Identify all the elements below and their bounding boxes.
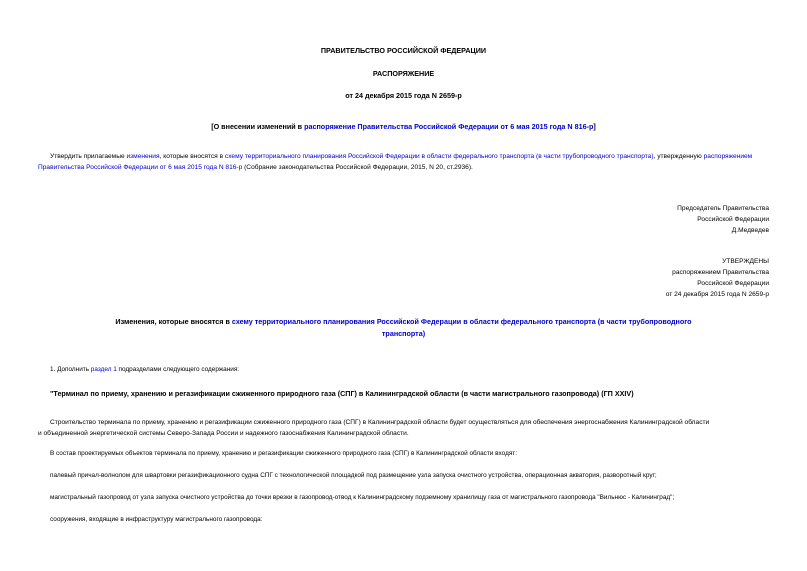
approved-block bbox=[666, 256, 769, 300]
approved-line-4: от 24 декабря 2015 года N 2659-р bbox=[665, 291, 769, 298]
intro-link-order[interactable]: распоряжением Правительства Российской Федерации от 6 мая 2015 года N 816-р bbox=[38, 153, 753, 171]
approved-line-2: распоряжением Правительства bbox=[672, 269, 769, 276]
subject-line bbox=[0, 122, 807, 131]
body-paragraph-1 bbox=[38, 417, 770, 439]
item-1-suffix: подразделами следующего содержания: bbox=[116, 366, 240, 373]
subject-suffix: ] bbox=[593, 122, 596, 131]
intro-text-3: , утвержденную bbox=[653, 153, 704, 160]
changes-title-prefix: Изменения, которые вносятся в bbox=[115, 317, 232, 326]
body-p1-line-1: Строительство терминала по приему, хранению и регазификации сжиженного природного газа (СПГ) в Калининградской области будет осуществляться для обеспечения энергоснабжения Калининградской области bbox=[50, 419, 710, 426]
intro-text-2: , которые вносятся в bbox=[159, 153, 225, 160]
signature-line-1: Председатель Правительства bbox=[677, 205, 769, 212]
subject-link[interactable]: распоряжение Правительства Российской Федерации от 6 мая 2015 года N 816-р bbox=[304, 122, 594, 131]
body-paragraph-3: палевый причал-волнолом для швартовки регазификационного судна СПГ с технологической площадкой под размещение узла запуска очистного устройства, операционная акватория, разворотный круг; bbox=[50, 472, 657, 479]
body-paragraph-2: В состав проектируемых объектов терминала по приему, хранению и регазификации сжиженного природного газа (СПГ) в Калининградской области входят: bbox=[50, 450, 517, 457]
intro-link-scheme[interactable]: схему территориального планирования Российской Федерации в области федерального транспорта (в части трубопроводного транспорта) bbox=[224, 153, 654, 160]
signature-block bbox=[677, 203, 769, 236]
approved-line-1: УТВЕРЖДЕНЫ bbox=[722, 258, 769, 265]
doc-type: РАСПОРЯЖЕНИЕ bbox=[372, 69, 435, 78]
date-number: от 24 декабря 2015 года N 2659-р bbox=[345, 91, 462, 100]
section-heading: "Терминал по приему, хранению и регазификации сжиженного природного газа (СПГ) в Калининградской области (в части магистрального газопровода) (ГП XXIV) bbox=[50, 389, 634, 398]
intro-text-1: Утвердить прилагаемые bbox=[50, 153, 127, 160]
item-1-prefix: 1. Дополнить bbox=[50, 366, 91, 373]
changes-title-line-2[interactable]: транспорта) bbox=[381, 329, 426, 338]
signature-line-3: Д.Медведев bbox=[731, 227, 769, 234]
changes-title-link[interactable]: схему территориального планирования Российской Федерации в области федерального транспорта (в части трубопроводного bbox=[231, 317, 692, 326]
intro-text-4: (Собрание законодательства Российской Федерации, 2015, N 20, ст.2936). bbox=[242, 164, 473, 171]
intro-link-changes[interactable]: изменения bbox=[126, 153, 160, 160]
org-title: ПРАВИТЕЛЬСТВО РОССИЙСКОЙ ФЕДЕРАЦИИ bbox=[320, 46, 487, 55]
body-paragraph-5: сооружения, входящие в инфраструктуру магистрального газопровода: bbox=[50, 516, 263, 523]
item-1 bbox=[50, 366, 239, 373]
intro-paragraph bbox=[38, 151, 770, 173]
body-paragraph-4: магистральный газопровод от узла запуска очистного устройства до точки врезки в газопровод-отвод к Калининградскому подземному хранилищу газа от магистрального газопровода "Вильнюс - Калининград"; bbox=[50, 494, 675, 501]
approved-line-3: Российской Федерации bbox=[697, 280, 769, 287]
item-1-link[interactable]: раздел 1 bbox=[90, 366, 117, 373]
body-p1-line-2: и объединенной энергетической системы Северо-Запада России и надежного газоснабжения Калининградской области. bbox=[38, 430, 409, 437]
subject-prefix: [О внесении изменений в bbox=[211, 122, 305, 131]
signature-line-2: Российской Федерации bbox=[697, 216, 769, 223]
changes-title-line-1 bbox=[0, 317, 807, 326]
